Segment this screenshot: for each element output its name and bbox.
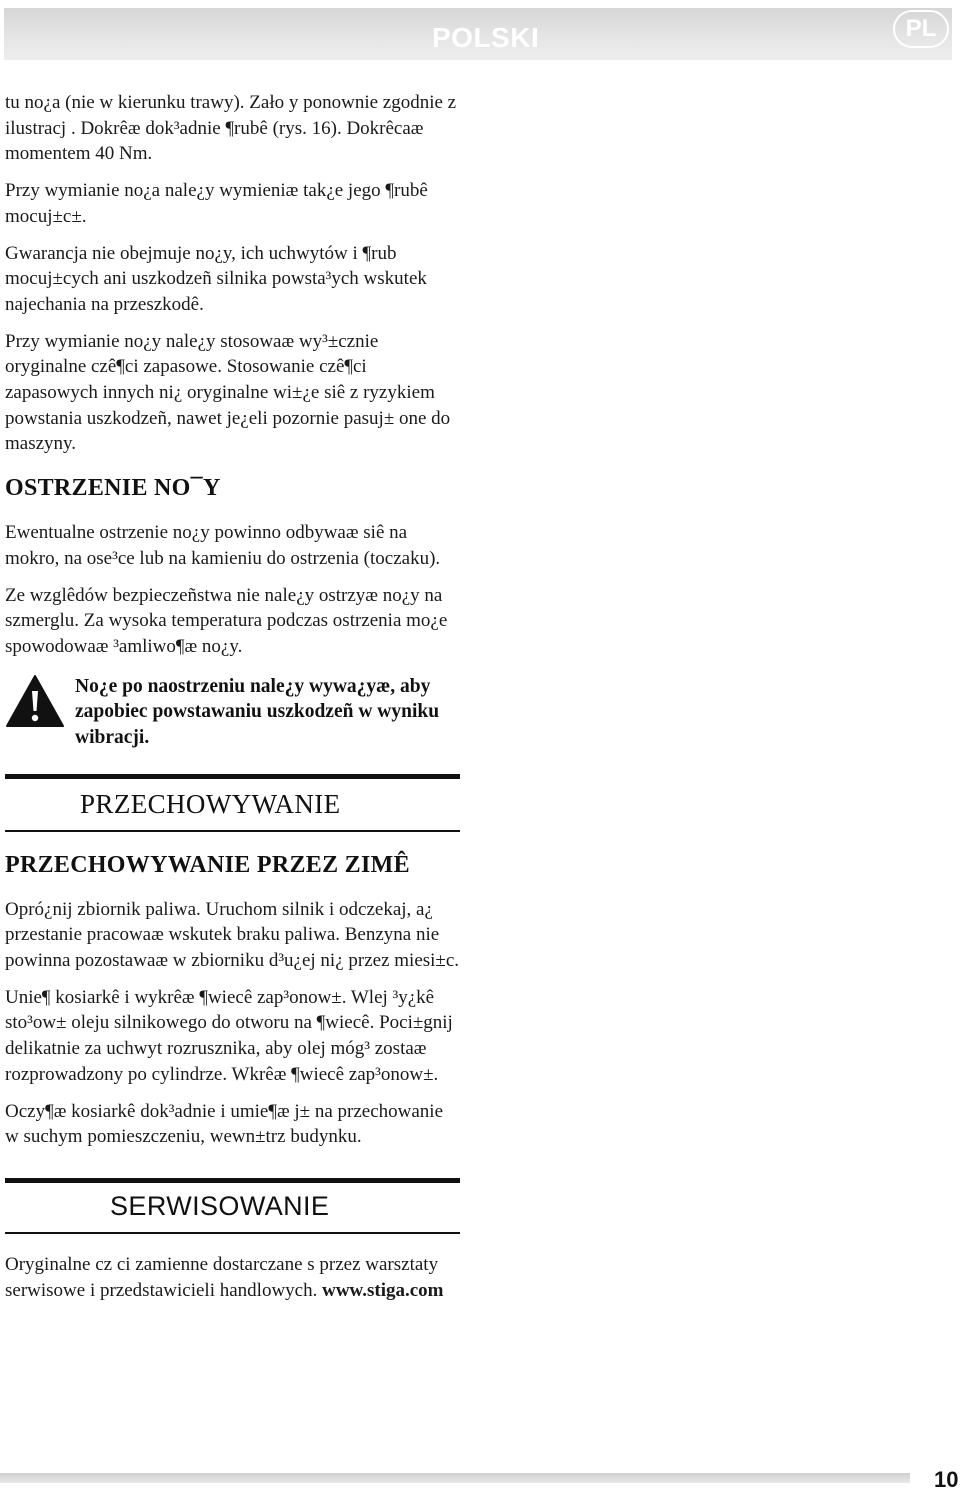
- paragraph: tu no¿a (nie w kierunku trawy). Zało y ponownie zgodnie z ilustracj . Dokrêæ dok³adnie ¶rubê (rys. 16). Dokrêcaæ momentem 40 Nm.: [5, 92, 457, 165]
- divider: [5, 830, 460, 832]
- service-title: SERWISOWANIE: [110, 1190, 330, 1221]
- main-column: [5, 90, 460, 1314]
- storage-title-block: [5, 774, 460, 832]
- paragraph: Gwarancja nie obejmuje no¿y, ich uchwytów i ¶rub mocuj±cych ani uszkodzeñ silnika powsta³ych wskutek najechania na przeszkodê.: [5, 242, 427, 315]
- storage-title: PRZECHOWYWANIE: [80, 788, 341, 819]
- language-title: POLSKI: [432, 22, 540, 53]
- warning-text: No¿e po naostrzeniu nale¿y wywa¿yæ, aby zapobiec powstawaniu uszkodzeñ w wyniku wibracji.: [75, 675, 440, 749]
- page-number: 10: [934, 1467, 959, 1489]
- warning-note: [5, 674, 460, 754]
- paragraph: Przy wymianie no¿a nale¿y wymieniæ tak¿e jego ¶rubê mocuj±c±.: [5, 180, 428, 227]
- service-title-block: [5, 1178, 460, 1234]
- section-heading-sharpening: OSTRZENIE NO¯Y: [5, 475, 221, 502]
- paragraph: Ewentualne ostrzenie no¿y powinno odbywaæ siê na mokro, na ose³ce lub na kamieniu do ostrzenia (toczaku).: [5, 522, 441, 569]
- warning-triangle-icon: [5, 674, 65, 728]
- section-heading-winter: PRZECHOWYWANIE PRZEZ ZIMÊ: [5, 851, 410, 878]
- paragraph: Oczy¶æ kosiarkê dok³adnie i umie¶æ j± na przechowanie w suchym pomieszczeniu, wewn±trz budynku.: [5, 1100, 444, 1148]
- divider: [5, 1178, 460, 1183]
- paragraph: Unie¶ kosiarkê i wykrêæ ¶wiecê zap³onow±. Wlej ³y¿kê sto³ow± oleju silnikowego do otworu na ¶wiecê. Poci±gnij delikatnie za uchwyt rozrusznika, aby olej móg³ zostaæ rozprowadzony po cylindrze. Wkrêæ ¶wiecê zap³onow±.: [5, 986, 453, 1085]
- paragraph: Ze wzglêdów bezpieczeñstwa nie nale¿y ostrzyæ no¿y na szmerglu. Za wysoka temperatura podczas ostrzenia mo¿e spowodowaæ ³amliwo¶æ no¿y.: [5, 584, 448, 657]
- website-link[interactable]: www.stiga.com: [322, 1279, 444, 1301]
- divider: [5, 1232, 460, 1234]
- paragraph: Przy wymianie no¿y nale¿y stosowaæ wy³±cznie oryginalne czê¶ci zapasowe. Stosowanie czê¶ci zapasowych innych ni¿ oryginalne wi±¿e siê z ryzykiem powstania uszkodzeñ, nawet je¿eli pozornie pasuj± one do maszyny.: [5, 330, 451, 455]
- language-badge: PL: [893, 10, 949, 48]
- paragraph: Opró¿nij zbiornik paliwa. Uruchom silnik i odczekaj, a¿ przestanie pracowaæ wskutek braku paliwa. Benzyna nie powinna pozostawaæ w zbiorniku d³u¿ej ni¿ przez miesi±c.: [5, 898, 460, 972]
- footer-bar: [0, 1473, 910, 1483]
- service-paragraph: [5, 1252, 460, 1303]
- service-text: Oryginalne cz ci zamienne dostarczane s przez warsztaty serwisowe i przedstawicieli handlowych.: [5, 1253, 439, 1301]
- divider: [5, 774, 460, 779]
